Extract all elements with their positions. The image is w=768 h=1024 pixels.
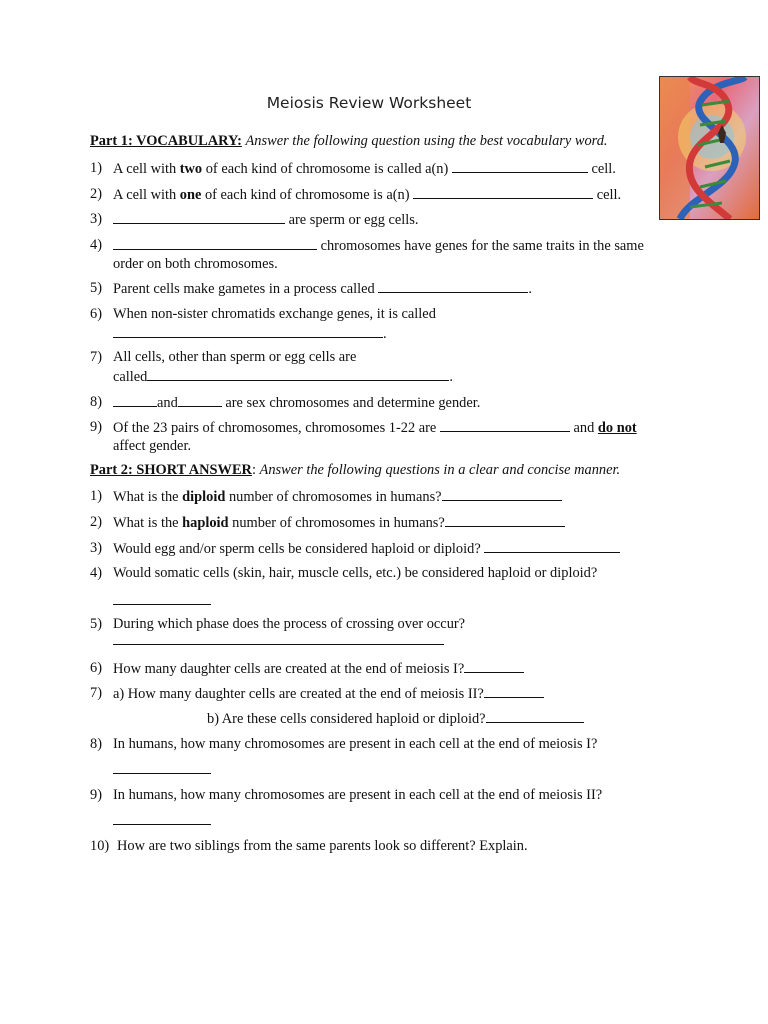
answer-blank[interactable]: [113, 393, 157, 407]
answer-blank[interactable]: [442, 487, 562, 501]
dna-double-helix-art-icon: [659, 76, 760, 220]
question-number: 9): [90, 419, 102, 435]
part2-heading: [90, 462, 620, 479]
question-text: number of chromosomes in humans?: [225, 489, 442, 505]
question-text: are sex chromosomes and determine gender.: [221, 395, 481, 411]
question-number: 10): [90, 838, 110, 854]
question-text: In humans, how many chromosomes are present in each cell at the end of meiosis I?: [113, 736, 598, 752]
question-number: 7): [90, 349, 102, 365]
question-number: 2): [90, 186, 102, 202]
answer-blank[interactable]: [378, 279, 528, 293]
answer-blank[interactable]: [113, 591, 211, 605]
question-number: 2): [90, 514, 102, 530]
question-text: All cells, other than sperm or egg cells are: [113, 349, 357, 365]
question-text: b) Are these cells considered haploid or diploid?: [207, 711, 486, 727]
question-text: What is the: [113, 515, 183, 531]
question-number: 3): [90, 540, 102, 556]
question-text: During which phase does the process of crossing over occur?: [113, 616, 466, 632]
question-text: of each kind of chromosome is called a(n): [202, 161, 452, 177]
question-emphasis: haploid: [182, 515, 229, 531]
question-text: A cell with: [113, 161, 180, 177]
question-text: and: [569, 420, 598, 436]
question-text: How many daughter cells are created at the end of meiosis I?: [113, 661, 465, 677]
question-number: 5): [90, 616, 102, 632]
question-number: 4): [90, 237, 102, 253]
question-number: 6): [90, 306, 102, 322]
question-text: What is the: [113, 489, 183, 505]
question-emphasis: diploid: [182, 489, 226, 505]
question-text: of each kind of chromosome is a(n): [201, 187, 414, 203]
answer-blank[interactable]: [147, 367, 449, 381]
question-emphasis: do not: [597, 420, 637, 436]
question-text: How are two siblings from the same parents look so different? Explain.: [117, 838, 528, 854]
part2-colon: :: [251, 462, 260, 478]
answer-blank[interactable]: [464, 659, 524, 673]
question-text: Would somatic cells (skin, hair, muscle cells, etc.) be considered haploid or diploid?: [113, 565, 598, 581]
answer-blank[interactable]: [484, 539, 620, 553]
question-number: 1): [90, 160, 102, 176]
question-text: affect gender.: [113, 438, 192, 454]
answer-blank[interactable]: [178, 393, 222, 407]
question-number: 4): [90, 565, 102, 581]
question-text: .: [383, 326, 387, 342]
question-text: Of the 23 pairs of chromosomes, chromosomes 1-22 are: [113, 420, 440, 436]
question-number: 7): [90, 685, 102, 701]
part2-instructions: Answer the following questions in a clear and concise manner.: [259, 462, 621, 478]
question-text: When non-sister chromatids exchange genes, it is called: [113, 306, 436, 322]
question-text: cell.: [587, 161, 616, 177]
part1-label: Part 1: VOCABULARY:: [90, 133, 242, 149]
question-number: 5): [90, 280, 102, 296]
question-text: are sperm or egg cells.: [285, 212, 419, 228]
answer-blank[interactable]: [484, 684, 544, 698]
answer-blank[interactable]: [445, 513, 565, 527]
question-text: In humans, how many chromosomes are present in each cell at the end of meiosis II?: [113, 787, 603, 803]
question-text: Would egg and/or sperm cells be considered haploid or diploid?: [113, 541, 485, 557]
question-number: 8): [90, 736, 102, 752]
question-number: 1): [90, 488, 102, 504]
part1-heading: [90, 133, 608, 150]
answer-blank[interactable]: [113, 811, 211, 825]
answer-blank[interactable]: [113, 236, 317, 250]
question-number: 9): [90, 787, 102, 803]
answer-blank[interactable]: [113, 210, 285, 224]
question-number: 8): [90, 394, 102, 410]
question-text: chromosomes have genes for the same traits in the same: [317, 238, 644, 254]
question-number: 3): [90, 211, 102, 227]
answer-blank[interactable]: [440, 418, 570, 432]
question-number: 6): [90, 660, 102, 676]
question-text: number of chromosomes in humans?: [228, 515, 445, 531]
answer-blank[interactable]: [452, 159, 588, 173]
page-title: Meiosis Review Worksheet: [266, 94, 472, 112]
answer-blank[interactable]: [486, 709, 584, 723]
part1-instructions: Answer the following question using the best vocabulary word.: [245, 133, 608, 149]
question-emphasis: one: [179, 187, 202, 203]
question-text: .: [449, 369, 453, 385]
question-text: called: [113, 369, 148, 385]
question-text: order on both chromosomes.: [113, 256, 278, 272]
question-text: and: [157, 395, 178, 411]
question-text: a) How many daughter cells are created at the end of meiosis II?: [113, 686, 484, 702]
answer-blank[interactable]: [113, 324, 383, 338]
answer-blank[interactable]: [413, 185, 593, 199]
question-emphasis: two: [179, 161, 203, 177]
question-text: .: [528, 281, 532, 297]
answer-blank[interactable]: [113, 631, 444, 645]
question-text: cell.: [593, 187, 622, 203]
answer-blank[interactable]: [113, 760, 211, 774]
part2-label: Part 2: SHORT ANSWER: [90, 462, 252, 478]
question-text: Parent cells make gametes in a process called: [113, 281, 379, 297]
question-text: A cell with: [113, 187, 180, 203]
